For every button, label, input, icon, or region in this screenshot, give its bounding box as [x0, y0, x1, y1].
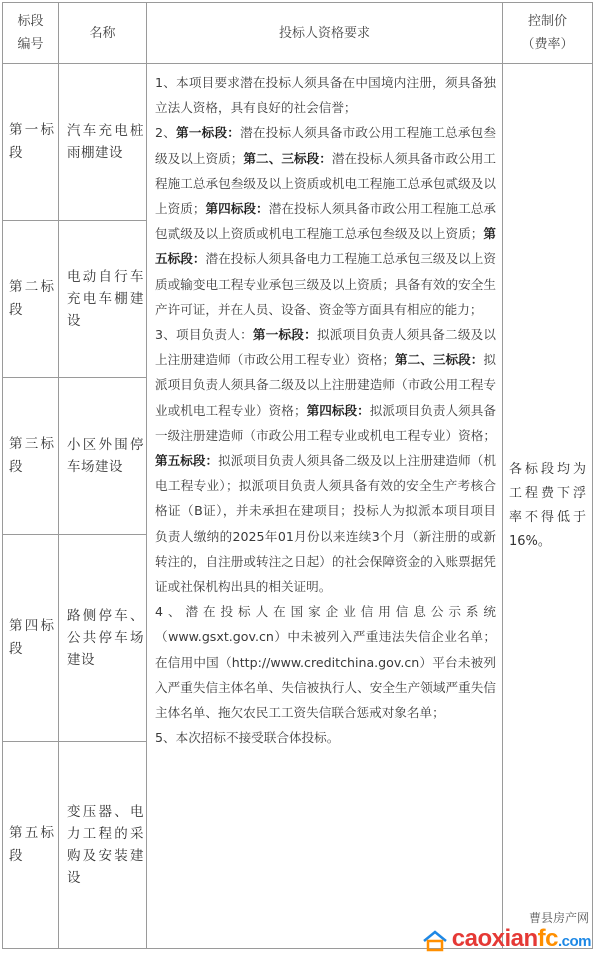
requirement-2: 2、第一标段：潜在投标人须具备市政公用工程施工总承包叁级及以上资质；第二、三标段：潜在投标人须具备市政公用工程施工总承包叁级及以上资质或机电工程施工总承包贰级及以上资质；第四标段：潜在投标人须具备市政公用工程施工总承包贰级及以上资质或机电工程施工总承包叁级及以上资质；第五标段：潜在投标人须具备电力工程施工总承包三级及以上资质或输变电工程专业承包三级及以上资质；具备有效的安全生产许可证，并在人员、设备、资金等方面具有相应的能力；: [155, 125, 497, 317]
section-label-cell: [3, 535, 59, 742]
watermark-logo-part3: .com: [557, 933, 591, 950]
section-name-cell: [59, 378, 147, 535]
watermark-logo: [422, 926, 591, 955]
section-label-cell: [3, 64, 59, 221]
requirement-1: 1、本项目要求潜在投标人须具备在中国境内注册，须具备独立法人资格，具有良好的社会信誉；: [155, 75, 496, 116]
section-label: 第四标段: [9, 618, 54, 657]
section-name: 小区外围停车场建设: [67, 437, 144, 475]
requirements-cell: [147, 64, 503, 949]
requirement-3: 3、项目负责人：第一标段：拟派项目负责人须具备二级及以上注册建造师（市政公用工程专业）资格；第二、三标段：拟派项目负责人须具备二级及以上注册建造师（市政公用工程专业或机电工程专业）资格；第四标段：拟派项目负责人须具备一级注册建造师（市政公用工程专业或机电工程专业）资格；第五标段：拟派项目负责人须具备二级及以上注册建造师（机电工程专业）；拟派项目负责人须具备有效的安全生产考核合格证（B证），并未承担在建项目；投标人为拟派本项目项目负责人缴纳的2025年01月份以来连续3个月（新注册的或新转注的，自注册或转注之日起）的社会保障资金的入账票据凭证或社保机构出具的相关证明。: [155, 327, 497, 595]
section-label: 第二标段: [9, 279, 54, 318]
section-name-cell: [59, 221, 147, 378]
header-requirements: 投标人资格要求: [147, 3, 503, 64]
control-price-text: 各标段均为工程费下浮率不得低于16%。: [509, 462, 586, 549]
section-label-cell: [3, 742, 59, 949]
section-label: 第一标段: [9, 122, 54, 161]
section-label-cell: [3, 221, 59, 378]
watermark-logo-part2: fc: [537, 925, 558, 952]
house-logo-icon: [422, 930, 448, 952]
section-name: 汽车充电桩雨棚建设: [67, 123, 144, 161]
section-label-cell: [3, 378, 59, 535]
header-name: 名称: [59, 3, 147, 64]
section-name: 路侧停车、公共停车场建设: [67, 608, 144, 668]
header-row: [3, 3, 593, 64]
site-watermark: [422, 907, 591, 955]
section-name-cell: [59, 535, 147, 742]
section-label: 第三标段: [9, 436, 54, 475]
requirement-4: 4、潜在投标人在国家企业信用信息公示系统（www.gsxt.gov.cn）中未被列入严重违法失信企业名单；在信用中国（http://www.creditchina.gov.cn）平台未被列入严重失信主体名单、失信被执行人、安全生产领域严重失信主体名单、拖欠农民工工资失信联合惩戒对象名单；: [155, 604, 496, 721]
section-name-cell: [59, 742, 147, 949]
qualification-table: [2, 2, 593, 949]
section-name-cell: [59, 64, 147, 221]
control-price-cell: [503, 64, 593, 949]
section-label: 第五标段: [9, 825, 54, 864]
requirements-text: [147, 64, 502, 750]
header-section-no: 标段编号: [3, 3, 59, 64]
header-control-price: 控制价（费率）: [503, 3, 593, 64]
section-name: 变压器、电力工程的采购及安装建设: [67, 804, 144, 886]
watermark-logo-part1: caoxian: [451, 925, 538, 952]
section-name: 电动自行车充电车棚建设: [67, 269, 144, 329]
requirement-5: 5、本次招标不接受联合体投标。: [155, 730, 340, 746]
watermark-site-name: 曹县房产网: [528, 911, 589, 925]
section-row-1: [3, 64, 593, 221]
